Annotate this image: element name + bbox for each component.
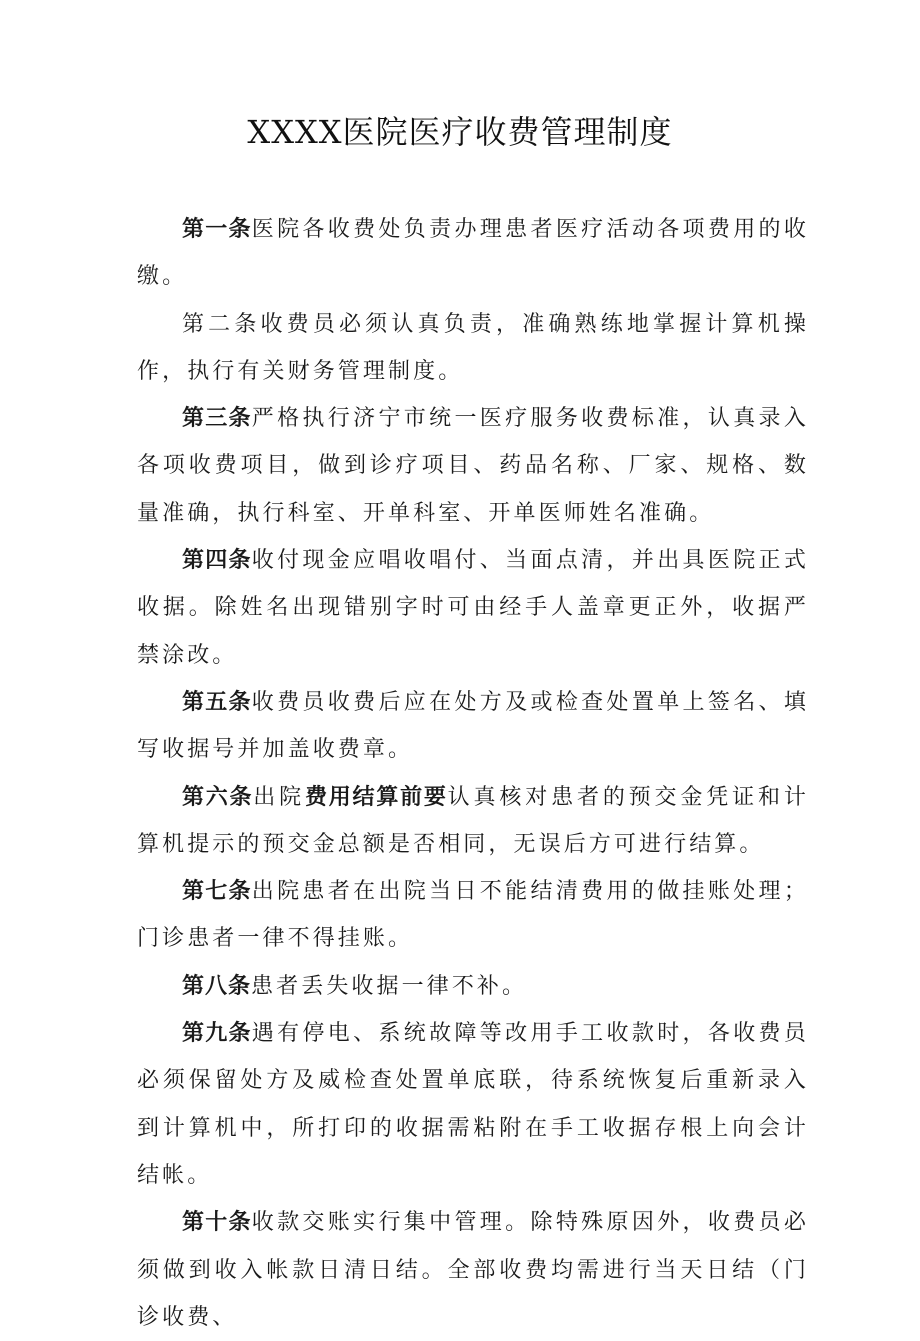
article-label: 第三条 bbox=[182, 406, 252, 432]
article-label: 第四条 bbox=[182, 548, 252, 574]
article-6 bbox=[137, 774, 809, 869]
article-text: 严格执行济宁市统一医疗服务收费标准，认真录入各项收费项目，做到诊疗项目、药品名称、厂家、规格、数量准确，执行科室、开单科室、开单医师姓名准确。 bbox=[137, 406, 809, 526]
article-text: 收付现金应唱收唱付、当面点清，并出具医院正式收据。除姓名出现错别字时可由经手人盖章更正外，收据严禁涂改。 bbox=[137, 548, 809, 668]
article-text: 医院各收费处负责办理患者医疗活动各项费用的收缴。 bbox=[137, 217, 809, 290]
article-text: 收款交账实行集中管理。除特殊原因外，收费员必须做到收入帐款日清日结。全部收费均需进行当天日结（门诊收费、 bbox=[137, 1210, 809, 1330]
article-text: 认真核对患者的预交金凭证和计算机提示的预交金总额是否相同，无误后方可进行结算。 bbox=[137, 784, 809, 857]
article-emphasis: 费用结算前要 bbox=[305, 784, 448, 810]
article-label: 第十条 bbox=[182, 1210, 252, 1236]
article-text: 收费员收费后应在处方及或检查处置单上签名、填写收据号并加盖收费章。 bbox=[137, 689, 809, 763]
article-2 bbox=[137, 301, 809, 396]
article-label: 第一条 bbox=[182, 217, 252, 242]
article-5 bbox=[137, 679, 809, 774]
article-label: 第七条 bbox=[182, 879, 252, 905]
article-label: 第九条 bbox=[182, 1021, 252, 1047]
article-label: 第五条 bbox=[182, 689, 252, 715]
article-text: 患者丢失收据一律不补。 bbox=[251, 973, 528, 999]
article-4 bbox=[137, 537, 809, 679]
article-text-before: 出院 bbox=[253, 784, 306, 810]
article-text: 遇有停电、系统故障等改用手工收款时，各收费员必须保留处方及威检查处置单底联，待系统恢复后重新录入到计算机中，所打印的收据需粘附在手工收据存根上向会计结帐。 bbox=[137, 1021, 809, 1188]
article-10 bbox=[137, 1199, 809, 1341]
article-text: 出院患者在出院当日不能结清费用的做挂账处理；门诊患者一律不得挂账。 bbox=[137, 879, 809, 952]
article-text: 第二条收费员必须认真负责，准确熟练地掌握计算机操作，执行有关财务管理制度。 bbox=[137, 311, 809, 384]
article-9 bbox=[137, 1010, 809, 1199]
document-title: XXXX医院医疗收费管理制度 bbox=[247, 113, 673, 151]
article-label: 第六条 bbox=[182, 784, 254, 810]
article-3 bbox=[137, 395, 809, 537]
document-body bbox=[137, 206, 809, 1341]
article-1 bbox=[137, 206, 809, 301]
article-7 bbox=[137, 868, 809, 963]
article-label: 第八条 bbox=[182, 973, 252, 999]
article-8 bbox=[137, 963, 809, 1010]
